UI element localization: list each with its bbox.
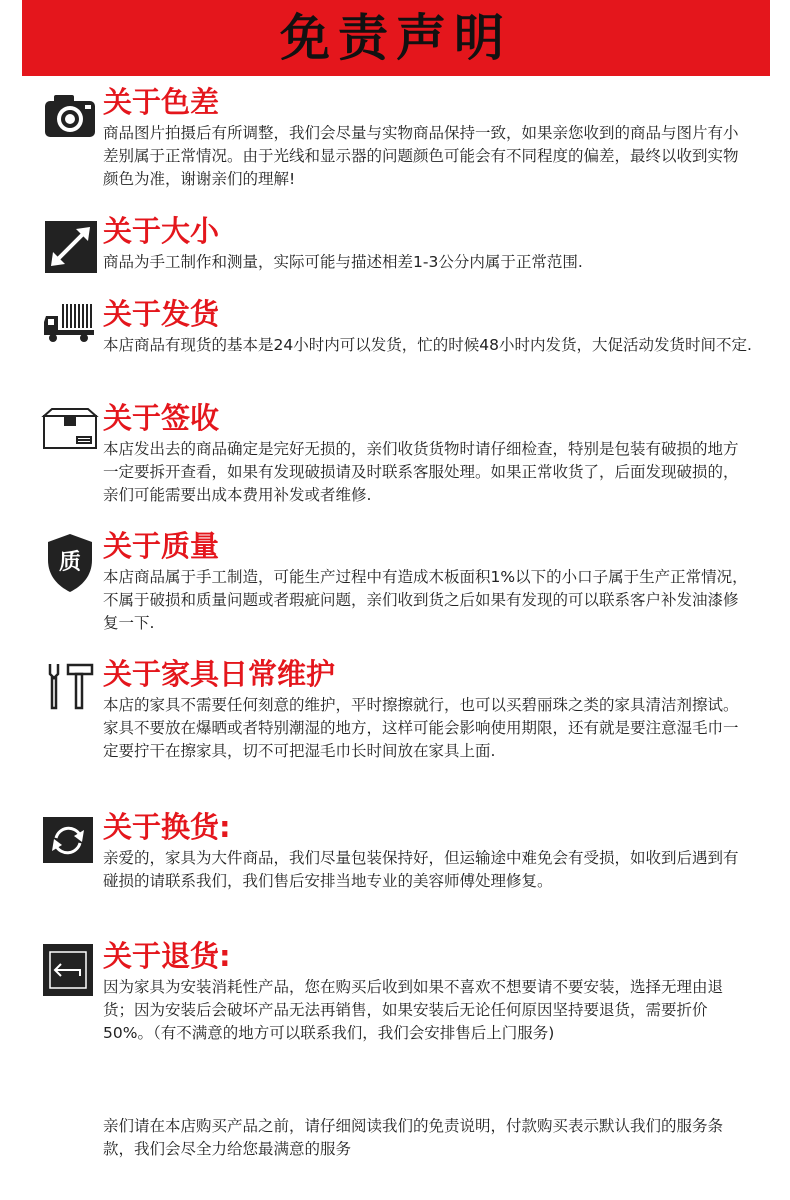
section-body: 本店发出去的商品确定是完好无损的，亲们收货货物时请仔细检查，特别是包装有破损的地方一定要拆开查看，如果有发现破损请及时联系客服处理。如果正常收货了，后面发现破损的，亲们可能需要出成本费用补发或者维修. — [103, 440, 739, 504]
section-title: 关于换货: — [103, 810, 231, 844]
delivery-truck-icon — [40, 302, 100, 360]
package-box-icon — [40, 406, 100, 464]
section-body: 本店商品有现货的基本是24小时内可以发货，忙的时候48小时内发货，大促活动发货时间不定. — [103, 336, 752, 354]
return-arrow-icon — [40, 944, 100, 1002]
section-body: 本店的家具不需要任何刻意的维护，平时擦擦就行，也可以买碧丽珠之类的家具清洁剂擦试。家具不要放在爆晒或者特别潮湿的地方，这样可能会影响使用期限，还有就是要注意湿毛巾一定要拧干在擦家具，切不可把湿毛巾长时间放在家具上面. — [103, 696, 739, 760]
resize-arrow-icon — [40, 219, 100, 277]
quality-shield-icon — [40, 534, 100, 592]
section-body: 因为家具为安装消耗性产品，您在购买后收到如果不喜欢不想要请不要安装，选择无理由退货；因为安装后会破坏产品无法再销售，如果安装后无论任何原因坚持要退货，需要折价50%。（有不满意的地方可以联系我们，我们会安排售后上门服务) — [103, 978, 724, 1042]
section-title: 关于发货 — [103, 297, 220, 331]
section-title: 关于质量 — [103, 529, 220, 563]
section-body: 商品图片拍摄后有所调整，我们会尽量与实物商品保持一致，如果亲您收到的商品与图片有小差别属于正常情况。由于光线和显示器的问题颜色可能会有不同程度的偏差，最终以收到实物颜色为准，谢谢亲们的理解! — [103, 124, 739, 188]
section-body: 商品为手工制作和测量，实际可能与描述相差1-3公分内属于正常范围. — [103, 253, 583, 271]
section-title: 关于色差 — [103, 85, 220, 119]
svg-text:质: 质 — [58, 550, 82, 575]
section-title: 关于退货: — [103, 939, 231, 973]
exchange-arrows-icon — [40, 815, 100, 873]
section-title: 关于家具日常维护 — [103, 657, 336, 691]
section-title: 关于签收 — [103, 401, 220, 435]
page-title: 免责声明 — [280, 9, 512, 67]
wrench-hammer-icon — [40, 662, 100, 720]
closing-note: 亲们请在本店购买产品之前，请仔细阅读我们的免责说明，付款购买表示默认我们的服务条款，我们会尽全力给您最满意的服务 — [103, 1117, 724, 1158]
section-body: 本店商品属于手工制造，可能生产过程中有造成木板面积1%以下的小口子属于生产正常情况，不属于破损和质量问题或者瑕疵问题，亲们收到货之后如果有发现的可以联系客户补发油漆修复一下. — [103, 568, 748, 632]
section-body: 亲爱的，家具为大件商品，我们尽量包装保持好，但运输途中难免会有受损，如收到后遇到有碰损的请联系我们，我们售后安排当地专业的美容师傅处理修复。 — [103, 849, 739, 890]
section-title: 关于大小 — [103, 214, 220, 248]
header-banner — [22, 0, 770, 76]
camera-icon — [40, 90, 100, 148]
